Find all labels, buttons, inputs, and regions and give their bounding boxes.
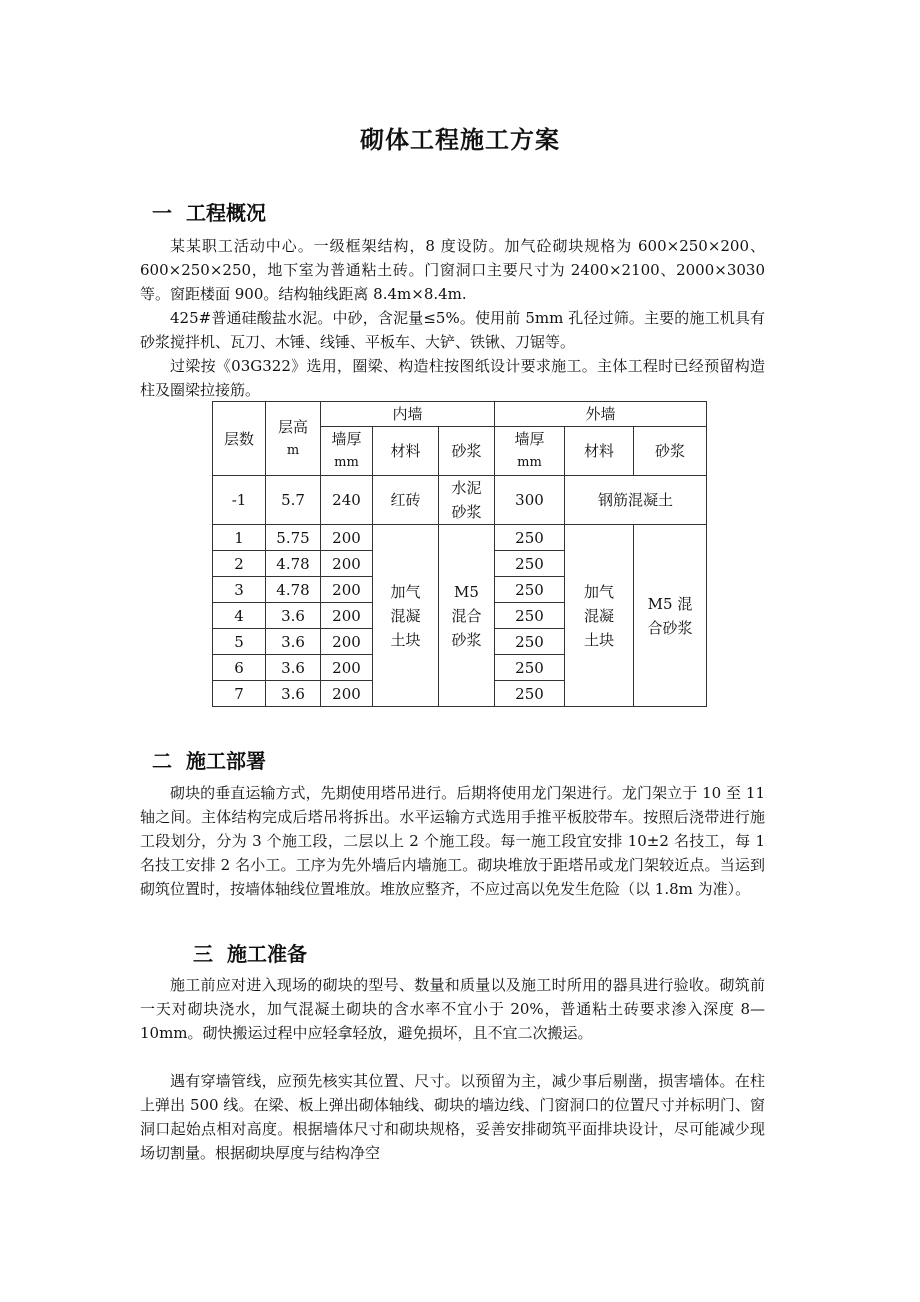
cell-height: 5.75 xyxy=(266,525,321,551)
cell-inner-thickness: 200 xyxy=(321,655,373,681)
cell-height: 3.6 xyxy=(266,629,321,655)
section-1-title: 工程概况 xyxy=(186,201,266,225)
cell-outer-thickness: 250 xyxy=(495,525,565,551)
cell-floor: 5 xyxy=(213,629,266,655)
cell-inner-mortar-merged: M5 混合 砂浆 xyxy=(439,525,495,707)
cell-height: 3.6 xyxy=(266,681,321,707)
section-3-title: 施工准备 xyxy=(227,942,307,966)
section-2-paragraph-1: 砌块的垂直运输方式，先期使用塔吊进行。后期将使用龙门架进行。龙门架立于 10 至 11 轴之间。主体结构完成后塔吊将拆出。水平运输方式选用手推平板胶带车。按照后浇带进行施工段划分，分为 3 个施工段，二层以上 2 个施工段。每一施工段宜安排 10±2 名技工，每 1 名技工安排 2 名小工。工序为先外墙后内墙施工。砌块堆放于距塔吊或龙门架较近点。当运到砌筑位置时，按墙体轴线位置堆放。堆放应整齐，不应过高以免发生危险（以 1.8m 为准）。 xyxy=(140,784,765,898)
header-inner-material: 材料 xyxy=(373,427,439,476)
cell-inner-thickness: 200 xyxy=(321,577,373,603)
header-outer-wall: 外墙 xyxy=(495,402,707,427)
cell-outer-thickness: 250 xyxy=(495,603,565,629)
section-3-paragraph-2: 遇有穿墙管线，应预先核实其位置、尺寸。以预留为主，减少事后剔凿，损害墙体。在柱上弹出 500 线。在梁、板上弹出砌体轴线、砌块的墙边线、门窗洞口的位置尺寸并标明门、窗洞口起始点相对高度。根据墙体尺寸和砌块规格，妥善安排砌筑平面排块设计，尽可能减少现场切割量。根据砌块厚度与结构净空 xyxy=(140,1072,765,1162)
cell-outer-material-merged: 加气 混凝 土块 xyxy=(565,525,634,707)
section-3-number: 三 xyxy=(193,942,213,966)
cell-inner-thickness: 240 xyxy=(321,476,373,525)
table-row xyxy=(213,525,707,551)
section-1-heading xyxy=(152,197,266,226)
wall-spec-table xyxy=(212,401,707,707)
cell-floor: -1 xyxy=(213,476,266,525)
cell-inner-material: 红砖 xyxy=(373,476,439,525)
table-header-row xyxy=(213,402,707,427)
cell-inner-mortar: 水泥 砂浆 xyxy=(439,476,495,525)
cell-height: 3.6 xyxy=(266,603,321,629)
section-2-number: 二 xyxy=(152,749,172,773)
cell-inner-thickness: 200 xyxy=(321,603,373,629)
cell-floor: 2 xyxy=(213,551,266,577)
cell-height: 3.6 xyxy=(266,655,321,681)
cell-inner-thickness: 200 xyxy=(321,525,373,551)
document-title: 砌体工程施工方案 xyxy=(360,126,560,154)
header-inner-mortar: 砂浆 xyxy=(439,427,495,476)
section-1-paragraph-2: 425#普通硅酸盐水泥。中砂，含泥量≤5%。使用前 5mm 孔径过筛。主要的施工机具有砂浆搅拌机、瓦刀、木锤、线锤、平板车、大铲、铁锹、刀锯等。 xyxy=(140,309,765,351)
section-1-number: 一 xyxy=(152,201,172,225)
cell-floor: 7 xyxy=(213,681,266,707)
cell-outer-material: 钢筋混凝土 xyxy=(565,476,707,525)
section-2-title: 施工部署 xyxy=(186,749,266,773)
header-outer-thickness: 墙厚 mm xyxy=(495,427,565,476)
header-inner-thickness: 墙厚 mm xyxy=(321,427,373,476)
cell-floor: 1 xyxy=(213,525,266,551)
table-row xyxy=(213,476,707,525)
cell-inner-material-merged: 加气 混凝 土块 xyxy=(373,525,439,707)
section-1-paragraph-3: 过梁按《03G322》选用，圈梁、构造柱按图纸设计要求施工。主体工程时已经预留构造柱及圈梁拉接筋。 xyxy=(140,357,765,399)
cell-outer-thickness: 300 xyxy=(495,476,565,525)
cell-outer-thickness: 250 xyxy=(495,629,565,655)
section-2-heading xyxy=(152,745,266,774)
section-3-heading xyxy=(193,938,307,967)
cell-floor: 4 xyxy=(213,603,266,629)
cell-outer-thickness: 250 xyxy=(495,551,565,577)
header-outer-mortar: 砂浆 xyxy=(634,427,707,476)
header-floor: 层数 xyxy=(213,402,266,476)
cell-height: 4.78 xyxy=(266,551,321,577)
cell-inner-thickness: 200 xyxy=(321,681,373,707)
cell-inner-thickness: 200 xyxy=(321,551,373,577)
cell-inner-thickness: 200 xyxy=(321,629,373,655)
cell-height: 5.7 xyxy=(266,476,321,525)
header-height: 层高 m xyxy=(266,402,321,476)
section-1-paragraph-1: 某某职工活动中心。一级框架结构，8 度设防。加气砼砌块规格为 600×250×200、600×250×250，地下室为普通粘土砖。门窗洞口主要尺寸为 2400×2100、2000×3030 等。窗距楼面 900。结构轴线距离 8.4m×8.4m. xyxy=(140,237,765,303)
header-outer-material: 材料 xyxy=(565,427,634,476)
cell-outer-thickness: 250 xyxy=(495,655,565,681)
cell-floor: 3 xyxy=(213,577,266,603)
cell-height: 4.78 xyxy=(266,577,321,603)
cell-floor: 6 xyxy=(213,655,266,681)
cell-outer-thickness: 250 xyxy=(495,681,565,707)
header-inner-wall: 内墙 xyxy=(321,402,495,427)
cell-outer-mortar-merged: M5 混 合砂浆 xyxy=(634,525,707,707)
cell-outer-thickness: 250 xyxy=(495,577,565,603)
section-3-paragraph-1: 施工前应对进入现场的砌块的型号、数量和质量以及施工时所用的器具进行验收。砌筑前一天对砌块浇水，加气混凝土砌块的含水率不宜小于 20%，普通粘土砖要求渗入深度 8—10mm。砌快搬运过程中应轻拿轻放，避免损坏，且不宜二次搬运。 xyxy=(140,976,765,1042)
